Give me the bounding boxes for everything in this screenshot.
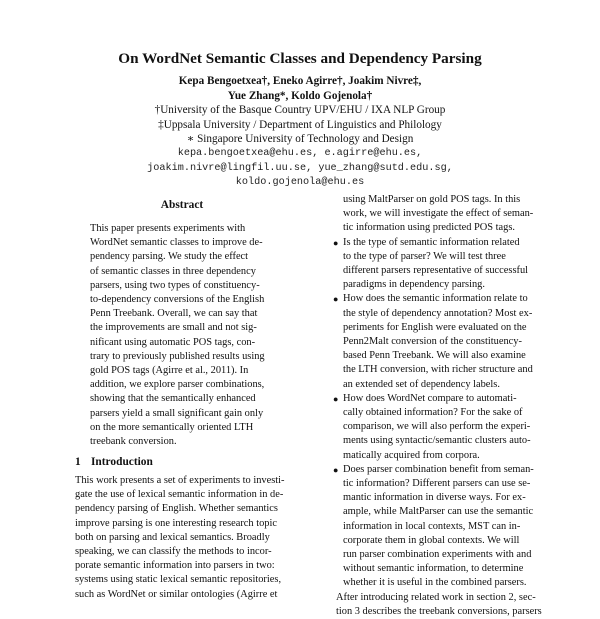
abstract-line: nificant using automatic POS tags, con-: [90, 336, 256, 348]
bullet-line: paradigms in dependency parsing.: [343, 279, 485, 291]
bullet-line: cally obtained information? For the sake of: [343, 407, 523, 419]
bullet-line: the style of dependency annotation? Most ex-: [343, 307, 533, 319]
bullet-item: [330, 292, 533, 391]
bullet-item: [330, 236, 528, 293]
bullet-dot-icon: ●: [333, 294, 339, 305]
abstract-line: gold POS tags (Agirre et al., 2011). In: [90, 365, 249, 377]
continuation-line: work, we will investigate the effect of seman-: [343, 208, 534, 220]
introduction-line: pendency parsing of English. Whether semantics: [75, 503, 278, 515]
introduction-line: This work presents a set of experiments to investi-: [75, 475, 285, 486]
abstract-line: trary to previously published results using: [90, 350, 265, 362]
bullet-line: without semantic information, to determine: [343, 563, 524, 575]
abstract-line: parsers, using two types of constituency-: [90, 279, 260, 291]
paper-title: On WordNet Semantic Classes and Dependency Parsing: [118, 50, 482, 67]
author-line: Yue Zhang*, Koldo Gojenola†: [227, 89, 373, 102]
bullet-dot-icon: ●: [333, 464, 339, 475]
introduction-body: [75, 474, 285, 602]
email-list: [0, 147, 600, 191]
abstract-line: showing that the semantically enhanced: [90, 393, 256, 405]
abstract-line: addition, we explore parser combinations,: [90, 379, 265, 391]
bullet-line: different parsers representative of successful: [343, 265, 529, 277]
closing-line: After introducing related work in section 2, sec-: [336, 591, 536, 603]
bullet-line: matically acquired from corpora.: [343, 449, 480, 461]
abstract-line: to-dependency conversions of the English: [90, 294, 265, 306]
email-line: koldo.gojenola@ehu.es: [235, 177, 365, 188]
author-line: Kepa Bengoetxea†, Eneko Agirre†, Joakim Nivre‡,: [178, 75, 422, 87]
right-column: [330, 193, 542, 619]
bullet-dot-icon: ●: [333, 393, 339, 404]
affiliation-line: ‡Uppsala University / Department of Linguistics and Philology: [158, 118, 442, 131]
introduction-line: both on parsing and lexical semantics. Broadly: [75, 531, 270, 543]
bullet-line: How does WordNet compare to automati-: [343, 392, 517, 404]
continuation-line: using MaltParser on gold POS tags. In this: [343, 194, 521, 205]
introduction-line: porate semantic information into parsers in two:: [75, 560, 275, 572]
bullet-line: mantic information in diverse ways. For ex-: [343, 492, 526, 504]
bullet-line: Does parser combination benefit from seman-: [343, 463, 534, 475]
abstract-line: the improvements are small and not sig-: [90, 322, 257, 334]
bullet-dot-icon: ●: [333, 237, 339, 248]
bullet-line: periments for English were evaluated on the: [343, 321, 527, 333]
abstract-line: pendency parsing. We study the effect: [90, 251, 249, 263]
affiliation-line: †University of the Basque Country UPV/EHU / IXA NLP Group: [154, 104, 446, 116]
abstract-line: parsers yield a small significant gain only: [90, 407, 264, 419]
bullet-line: based Penn Treebank. We will also examine: [343, 350, 526, 362]
introduction-line: improve parsing is one interesting research topic: [75, 517, 277, 529]
introduction-heading: [75, 456, 275, 468]
bullet-line: an extended set of dependency labels.: [343, 378, 500, 390]
abstract-heading: Abstract: [160, 199, 204, 211]
continuation-line: tic information using predicted POS tags.: [343, 222, 515, 234]
author-list: [0, 74, 600, 103]
abstract-line: of semantic classes in three dependency: [90, 265, 256, 277]
abstract-line: WordNet semantic classes to improve de-: [90, 237, 263, 249]
abstract-line: This paper presents experiments with: [90, 223, 246, 234]
introduction-line: speaking, we can classify the methods to incor-: [75, 546, 272, 558]
abstract-body: [90, 222, 274, 449]
bullet-line: information in local contexts, MST can in-: [343, 520, 521, 532]
bullet-line: the LTH conversion, with richer structure and: [343, 364, 533, 376]
bullet-line: to the type of parser? We will test three: [343, 250, 506, 262]
bullet-line: Is the type of semantic information related: [343, 236, 520, 248]
bullet-line: ments using syntactic/semantic clusters auto-: [343, 435, 531, 447]
introduction-line: such as WordNet or similar ontologies (Agirre et: [75, 588, 278, 600]
introduction-line: gate the use of lexical semantic information in de-: [75, 489, 284, 501]
section-number: 1: [75, 456, 81, 468]
bullet-line: tic information? Different parsers can use se-: [343, 478, 531, 490]
closing-line: tion 3 describes the treebank conversions, parsers: [336, 605, 542, 617]
bullet-line: comparison, we will also perform the experi-: [343, 421, 531, 433]
section-title: Introduction: [91, 456, 153, 468]
email-line: joakim.nivre@lingfil.uu.se, yue_zhang@sutd.edu.sg,: [147, 162, 453, 174]
bullet-line: whether it is useful in the combined parsers.: [343, 577, 527, 589]
bullet-line: ample, while MaltParser can use the semantic: [343, 506, 534, 518]
affiliation-line: ∗ Singapore University of Technology and Design: [186, 133, 414, 145]
bullet-item: [330, 463, 534, 591]
email-line: kepa.bengoetxea@ehu.es, e.agirre@ehu.es,: [177, 148, 423, 159]
bullet-line: How does the semantic information relate to: [343, 293, 528, 305]
introduction-line: systems using static lexical semantic repositories,: [75, 574, 282, 586]
abstract-line: on the more semantically oriented LTH: [90, 421, 254, 433]
bullet-line: Penn2Malt conversion of the constituency-: [343, 336, 522, 348]
affiliation-list: [0, 103, 600, 147]
abstract-line: Penn Treebank. Overall, we can say that: [90, 308, 258, 320]
bullet-line: corporate them in global contexts. We will: [343, 534, 520, 546]
bullet-item: [330, 392, 531, 463]
bullet-line: run parser combination experiments with and: [343, 549, 532, 561]
abstract-line: treebank conversion.: [90, 436, 177, 448]
